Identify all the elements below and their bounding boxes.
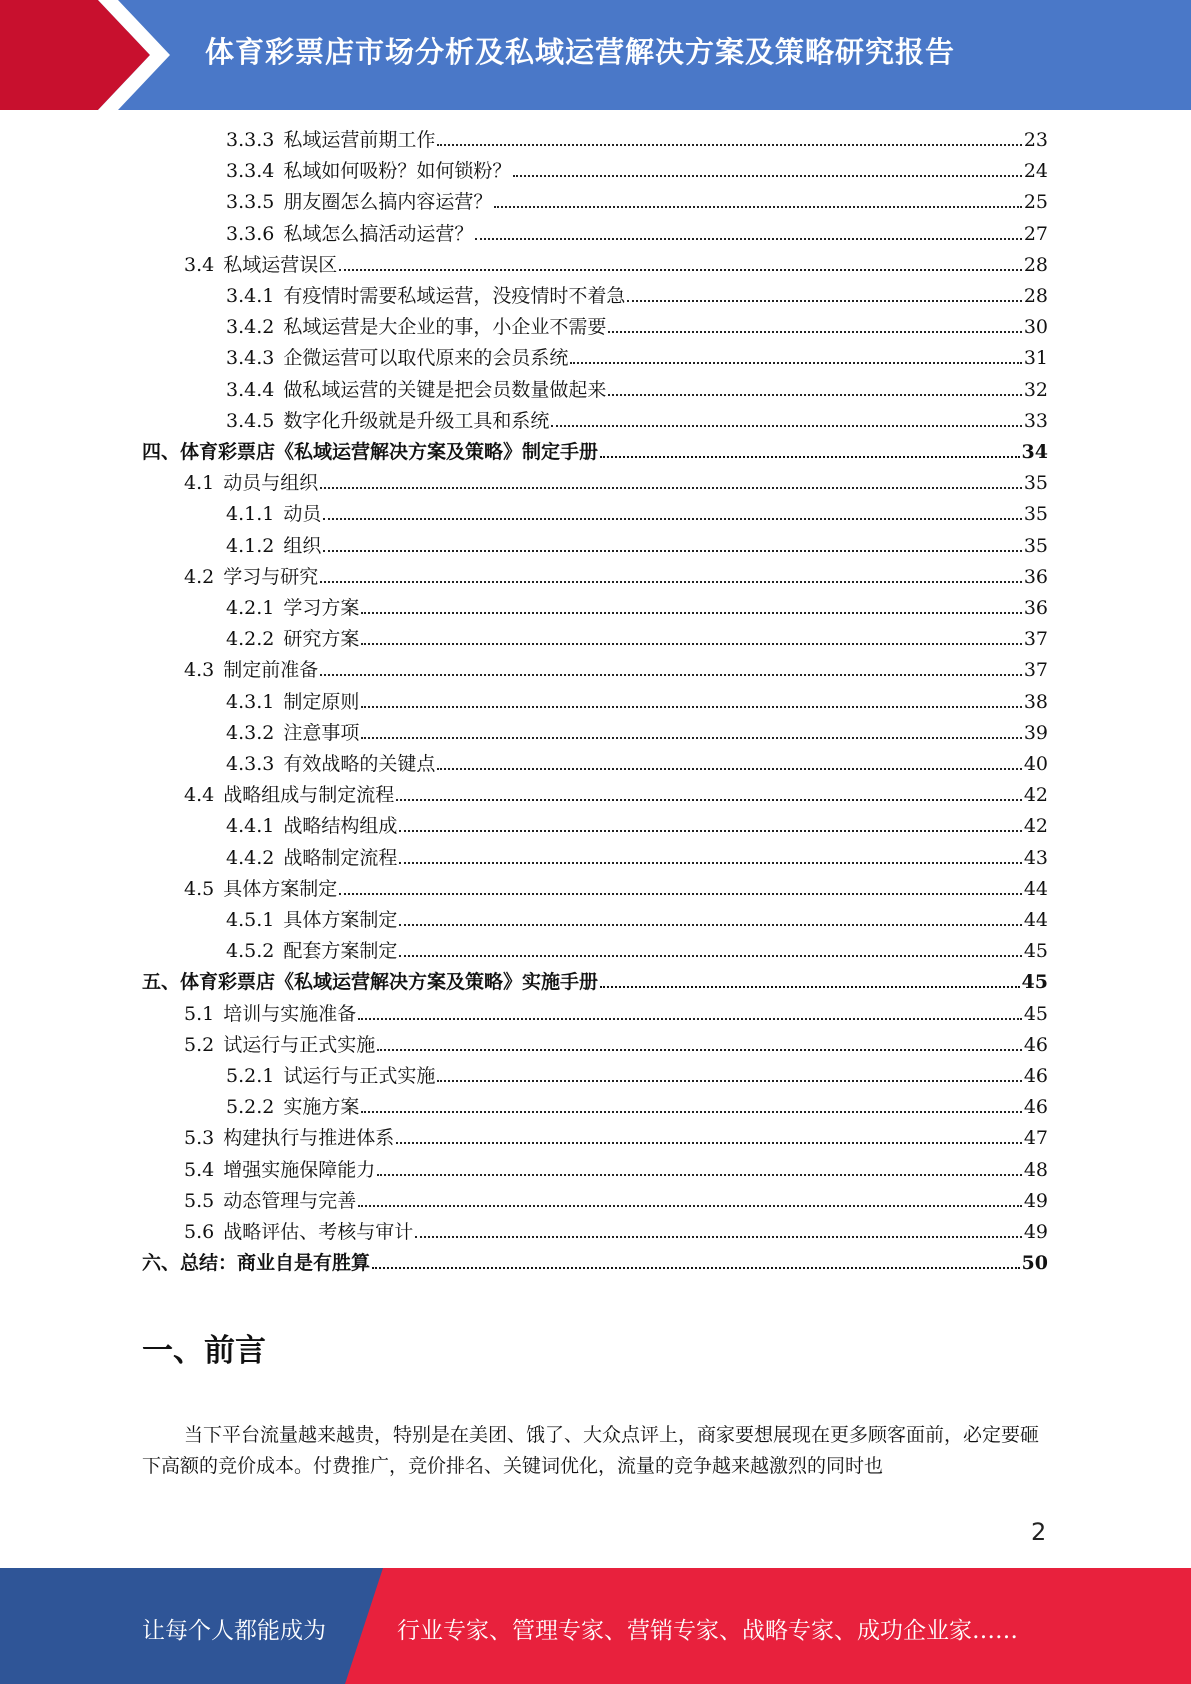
toc-entry-title: 四、体育彩票店《私域运营解决方案及策略》制定手册 bbox=[142, 441, 599, 463]
toc-dot-leader bbox=[361, 1111, 1021, 1113]
toc-entry[interactable] bbox=[184, 877, 1048, 901]
toc-dot-leader bbox=[600, 986, 1020, 988]
toc-entry[interactable] bbox=[184, 783, 1048, 807]
toc-dot-leader bbox=[399, 924, 1021, 926]
toc-entry[interactable] bbox=[184, 471, 1048, 495]
toc-entry[interactable] bbox=[226, 1095, 1048, 1119]
toc-entry-page: 34 bbox=[1021, 441, 1048, 463]
toc-entry[interactable] bbox=[142, 440, 1048, 464]
toc-dot-leader bbox=[361, 643, 1021, 645]
toc-entry-title: 战略结构组成 bbox=[283, 815, 398, 838]
toc-entry-title: 试运行与正式实施 bbox=[283, 1065, 436, 1087]
toc-dot-leader bbox=[600, 456, 1020, 458]
toc-entry[interactable] bbox=[226, 596, 1048, 620]
toc-entry-title: 企微运营可以取代原来的会员系统 bbox=[283, 347, 569, 370]
toc-dot-leader bbox=[396, 1142, 1022, 1144]
toc-entry[interactable] bbox=[226, 721, 1048, 745]
toc-entry-title: 具体方案制定 bbox=[283, 909, 398, 931]
toc-entry-page: 28 bbox=[1023, 253, 1048, 276]
toc-entry-number: 5.4 bbox=[184, 1158, 215, 1181]
toc-dot-leader bbox=[627, 300, 1021, 302]
toc-dot-leader bbox=[358, 1018, 1022, 1020]
footer-slogan-left: 让每个人都能成为 bbox=[142, 1618, 326, 1644]
toc-entry-page: 50 bbox=[1021, 1252, 1048, 1275]
toc-entry-page: 42 bbox=[1023, 784, 1048, 807]
toc-dot-leader bbox=[608, 331, 1021, 333]
toc-entry-page: 46 bbox=[1023, 1065, 1048, 1087]
toc-entry-number: 3.4.3 bbox=[226, 347, 275, 370]
toc-entry-page: 23 bbox=[1023, 129, 1048, 151]
body-paragraph bbox=[142, 1420, 1047, 1482]
toc-entry[interactable] bbox=[184, 1189, 1048, 1213]
toc-entry-title: 五、体育彩票店《私域运营解决方案及策略》实施手册 bbox=[142, 971, 599, 994]
toc-entry-number: 5.1 bbox=[184, 1002, 215, 1025]
toc-entry-number: 4.5.1 bbox=[226, 909, 275, 931]
toc-entry-title: 注意事项 bbox=[283, 721, 360, 744]
toc-entry-title: 战略制定流程 bbox=[283, 846, 398, 869]
toc-dot-leader bbox=[377, 1174, 1022, 1176]
toc-entry-page: 32 bbox=[1023, 378, 1048, 401]
toc-entry-title: 动态管理与完善 bbox=[223, 1189, 357, 1212]
toc-entry-page: 44 bbox=[1023, 909, 1048, 931]
section-heading: 一、前言 bbox=[142, 1333, 266, 1369]
toc-entry-title: 动员与组织 bbox=[223, 472, 319, 495]
toc-entry[interactable] bbox=[226, 846, 1048, 870]
toc-entry-page: 49 bbox=[1023, 1221, 1048, 1243]
toc-dot-leader bbox=[339, 269, 1022, 271]
page-number: 2 bbox=[1031, 1518, 1047, 1546]
toc-entry-number: 3.3.4 bbox=[226, 160, 275, 183]
toc-dot-leader bbox=[399, 955, 1021, 957]
toc-entry-page: 27 bbox=[1023, 222, 1048, 245]
toc-entry-title: 增强实施保障能力 bbox=[223, 1158, 376, 1181]
toc-entry-number: 3.4.5 bbox=[226, 409, 275, 432]
toc-entry-number: 3.3.6 bbox=[226, 222, 275, 245]
toc-entry-title: 朋友圈怎么搞内容运营？ bbox=[283, 191, 493, 214]
toc-entry-number: 5.2 bbox=[184, 1033, 215, 1056]
toc-entry-number: 4.1 bbox=[184, 472, 215, 495]
toc-entry-page: 35 bbox=[1023, 472, 1048, 495]
toc-entry-page: 36 bbox=[1023, 565, 1048, 588]
toc-entry-number: 4.4.2 bbox=[226, 846, 275, 869]
toc-entry[interactable] bbox=[226, 190, 1048, 214]
toc-entry-number: 5.2.2 bbox=[226, 1096, 275, 1119]
toc-entry-title: 私域运营是大企业的事，小企业不需要 bbox=[283, 316, 607, 339]
toc-entry[interactable] bbox=[184, 565, 1048, 589]
toc-entry-number: 4.2.2 bbox=[226, 628, 275, 651]
toc-entry[interactable] bbox=[226, 814, 1048, 838]
toc-entry-number: 4.2.1 bbox=[226, 597, 275, 619]
toc-dot-leader bbox=[361, 737, 1021, 739]
toc-dot-leader bbox=[570, 362, 1021, 364]
toc-entry-title: 数字化升级就是升级工具和系统 bbox=[283, 409, 550, 432]
toc-entry-number: 5.6 bbox=[184, 1221, 215, 1243]
toc-entry-page: 35 bbox=[1023, 534, 1048, 557]
toc-entry-number: 3.4.1 bbox=[226, 285, 275, 307]
toc-entry[interactable] bbox=[142, 1251, 1048, 1275]
toc-entry-title: 实施方案 bbox=[283, 1096, 360, 1119]
toc-dot-leader bbox=[320, 487, 1022, 489]
toc-entry-title: 战略组成与制定流程 bbox=[223, 784, 395, 807]
toc-entry-page: 37 bbox=[1023, 659, 1048, 682]
toc-entry-title: 私域怎么搞活动运营？ bbox=[283, 222, 474, 245]
toc-entry-page: 36 bbox=[1023, 597, 1048, 619]
toc-entry[interactable] bbox=[226, 908, 1048, 932]
toc-entry-page: 48 bbox=[1023, 1158, 1048, 1181]
toc-entry-page: 40 bbox=[1023, 753, 1048, 775]
toc-entry-page: 30 bbox=[1023, 316, 1048, 339]
toc-entry-title: 具体方案制定 bbox=[223, 877, 338, 900]
toc-dot-leader bbox=[339, 893, 1022, 895]
toc-entry-page: 28 bbox=[1023, 285, 1048, 307]
toc-entry[interactable] bbox=[226, 284, 1048, 308]
toc-entry-page: 31 bbox=[1023, 347, 1048, 370]
toc-dot-leader bbox=[323, 518, 1021, 520]
toc-entry-title: 私域运营前期工作 bbox=[283, 129, 436, 151]
toc-dot-leader bbox=[320, 674, 1022, 676]
toc-entry-title: 学习方案 bbox=[283, 597, 360, 619]
toc-entry[interactable] bbox=[184, 1126, 1048, 1150]
toc-entry-page: 24 bbox=[1023, 160, 1048, 183]
toc-entry[interactable] bbox=[184, 1002, 1048, 1026]
toc-dot-leader bbox=[415, 1236, 1022, 1238]
toc-entry-title: 动员 bbox=[283, 503, 322, 526]
toc-entry-title: 有疫情时需要私域运营，没疫情时不着急 bbox=[283, 285, 626, 307]
toc-entry[interactable] bbox=[226, 627, 1048, 651]
toc-entry-title: 研究方案 bbox=[283, 628, 360, 651]
toc-entry-number: 4.1.1 bbox=[226, 503, 275, 526]
toc-dot-leader bbox=[361, 612, 1021, 614]
toc-entry-page: 38 bbox=[1023, 690, 1048, 713]
toc-dot-leader bbox=[320, 581, 1022, 583]
toc-entry-number: 4.3 bbox=[184, 659, 215, 682]
paragraph-text: 当下平台流量越来越贵，特别是在美团、饿了、大众点评上，商家要想展现在更多顾客面前，必定要砸下高额的竞价成本。付费推广，竞价排名、关键词优化，流量的竞争越来越激烈的同时也 bbox=[142, 1424, 1040, 1477]
toc-dot-leader bbox=[372, 1267, 1020, 1269]
toc-entry-number: 3.3.3 bbox=[226, 129, 275, 151]
toc-entry-page: 45 bbox=[1021, 971, 1048, 994]
toc-entry-page: 44 bbox=[1023, 877, 1048, 900]
toc-dot-leader bbox=[358, 1205, 1022, 1207]
toc-entry-page: 45 bbox=[1023, 940, 1048, 963]
toc-entry-number: 4.5.2 bbox=[226, 940, 275, 963]
toc-entry-number: 3.3.5 bbox=[226, 191, 275, 214]
toc-entry[interactable] bbox=[226, 939, 1048, 963]
toc-entry[interactable] bbox=[226, 222, 1048, 246]
toc-entry-number: 4.3.3 bbox=[226, 753, 275, 775]
toc-entry-title: 制定前准备 bbox=[223, 659, 319, 682]
toc-entry-title: 学习与研究 bbox=[223, 565, 319, 588]
toc-dot-leader bbox=[377, 1049, 1022, 1051]
toc-entry-title: 私域如何吸粉？如何锁粉？ bbox=[283, 160, 512, 183]
toc-entry-page: 25 bbox=[1023, 191, 1048, 214]
toc-entry[interactable] bbox=[184, 253, 1048, 277]
toc-entry-page: 39 bbox=[1023, 721, 1048, 744]
toc-dot-leader bbox=[437, 768, 1021, 770]
toc-entry-title: 制定原则 bbox=[283, 690, 360, 713]
toc-entry-title: 六、总结：商业自是有胜算 bbox=[142, 1252, 371, 1275]
toc-entry-number: 3.4 bbox=[184, 253, 215, 276]
toc-entry[interactable] bbox=[226, 690, 1048, 714]
toc-entry-title: 构建执行与推进体系 bbox=[223, 1127, 395, 1150]
toc-entry-title: 组织 bbox=[283, 534, 322, 557]
toc-entry-number: 5.3 bbox=[184, 1127, 215, 1150]
toc-dot-leader bbox=[361, 706, 1021, 708]
toc-entry-page: 47 bbox=[1023, 1127, 1048, 1150]
toc-dot-leader bbox=[437, 1080, 1021, 1082]
toc-entry-page: 49 bbox=[1023, 1189, 1048, 1212]
document-title: 体育彩票店市场分析及私域运营解决方案及策略研究报告 bbox=[205, 35, 956, 69]
page-footer bbox=[0, 1568, 1191, 1684]
toc-entry-page: 35 bbox=[1023, 503, 1048, 526]
toc-entry-page: 33 bbox=[1023, 409, 1048, 432]
toc-entry[interactable] bbox=[142, 970, 1048, 994]
toc-entry[interactable] bbox=[226, 159, 1048, 183]
toc-entry-number: 4.3.1 bbox=[226, 690, 275, 713]
toc-dot-leader bbox=[399, 862, 1021, 864]
toc-entry-number: 4.4.1 bbox=[226, 815, 275, 838]
toc-entry-number: 4.1.2 bbox=[226, 534, 275, 557]
toc-entry-title: 做私域运营的关键是把会员数量做起来 bbox=[283, 378, 607, 401]
toc-entry[interactable] bbox=[184, 1220, 1048, 1244]
toc-entry-number: 3.4.4 bbox=[226, 378, 275, 401]
toc-dot-leader bbox=[323, 550, 1021, 552]
toc-entry-page: 37 bbox=[1023, 628, 1048, 651]
toc-entry-page: 42 bbox=[1023, 815, 1048, 838]
toc-entry-title: 有效战略的关键点 bbox=[283, 753, 436, 775]
toc-dot-leader bbox=[437, 144, 1021, 146]
toc-entry[interactable] bbox=[226, 409, 1048, 433]
toc-entry-title: 私域运营误区 bbox=[223, 253, 338, 276]
toc-entry-number: 4.5 bbox=[184, 877, 215, 900]
toc-entry[interactable] bbox=[226, 752, 1048, 776]
toc-entry-number: 5.2.1 bbox=[226, 1065, 275, 1087]
page-header bbox=[0, 0, 1191, 110]
toc-entry-number: 4.3.2 bbox=[226, 721, 275, 744]
toc-entry-page: 43 bbox=[1023, 846, 1048, 869]
toc-entry-page: 45 bbox=[1023, 1002, 1048, 1025]
toc-entry[interactable] bbox=[226, 346, 1048, 370]
footer-slogan-right: 行业专家、管理专家、营销专家、战略专家、成功企业家…… bbox=[397, 1618, 1018, 1644]
toc-entry-title: 培训与实施准备 bbox=[223, 1002, 357, 1025]
toc-entry-number: 3.4.2 bbox=[226, 316, 275, 339]
toc-entry[interactable] bbox=[226, 502, 1048, 526]
toc-entry-page: 46 bbox=[1023, 1033, 1048, 1056]
toc-entry[interactable] bbox=[226, 315, 1048, 339]
toc-entry[interactable] bbox=[226, 378, 1048, 402]
toc-dot-leader bbox=[399, 830, 1021, 832]
toc-entry-number: 5.5 bbox=[184, 1189, 215, 1212]
toc-dot-leader bbox=[396, 799, 1022, 801]
toc-entry-number: 4.2 bbox=[184, 565, 215, 588]
toc-dot-leader bbox=[551, 425, 1021, 427]
toc-entry-title: 战略评估、考核与审计 bbox=[223, 1221, 414, 1243]
toc-dot-leader bbox=[475, 238, 1021, 240]
toc-entry-number: 4.4 bbox=[184, 784, 215, 807]
toc-entry[interactable] bbox=[226, 1064, 1048, 1088]
toc-entry-title: 配套方案制定 bbox=[283, 940, 398, 963]
toc-dot-leader bbox=[608, 394, 1021, 396]
toc-entry[interactable] bbox=[226, 128, 1048, 152]
toc-entry[interactable] bbox=[184, 1158, 1048, 1182]
toc-entry-page: 46 bbox=[1023, 1096, 1048, 1119]
toc-dot-leader bbox=[494, 206, 1021, 208]
toc-entry[interactable] bbox=[184, 1033, 1048, 1057]
toc-entry[interactable] bbox=[226, 534, 1048, 558]
toc-entry[interactable] bbox=[184, 658, 1048, 682]
toc-entry-title: 试运行与正式实施 bbox=[223, 1033, 376, 1056]
toc-dot-leader bbox=[513, 175, 1021, 177]
